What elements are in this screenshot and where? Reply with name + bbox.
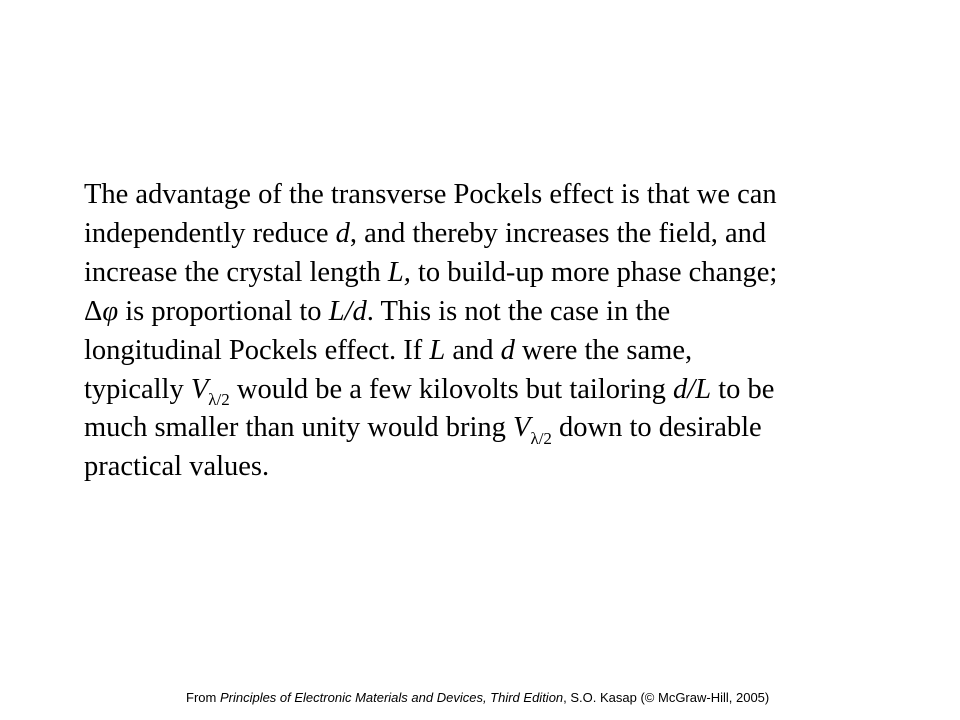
text-line-8 <box>84 448 884 487</box>
text-line-7 <box>84 409 884 448</box>
citation-author: , S.O. Kasap (© McGraw-Hill, 2005) <box>563 690 770 705</box>
source-citation <box>186 690 769 705</box>
text-span: to build-up more phase change; <box>410 256 778 288</box>
text-span: and <box>445 334 501 366</box>
text-span: longitudinal Pockels effect. If <box>84 334 430 366</box>
text-span: practical values. <box>84 451 270 483</box>
ratio-L-over-d: L/d <box>328 295 367 327</box>
text-line-2 <box>84 215 884 254</box>
variable-V: V <box>513 412 531 444</box>
subscript-lambda-half: λ/2 <box>530 429 552 449</box>
delta-symbol: Δ <box>84 295 103 327</box>
variable-d: d <box>335 217 350 249</box>
text-span: down to desirable <box>551 412 762 444</box>
phi-symbol: φ <box>102 295 119 327</box>
citation-book-title: Principles of Electronic Materials and Devices, Third Edition <box>219 690 564 705</box>
text-span: much smaller than unity would bring <box>84 412 514 444</box>
text-span: is proportional to <box>118 295 329 327</box>
text-span: independently reduce <box>84 217 336 249</box>
text-span: would be a few kilovolts but tailoring <box>229 373 674 405</box>
text-span: typically <box>84 373 191 405</box>
variable-L: L <box>429 334 446 366</box>
variable-L: L, <box>387 256 411 288</box>
text-line-1 <box>84 176 884 215</box>
variable-d: d <box>500 334 515 366</box>
text-line-6 <box>84 371 884 410</box>
text-span: to be <box>711 373 775 405</box>
variable-V: V <box>190 373 209 405</box>
subscript-lambda-half: λ/2 <box>208 390 230 410</box>
text-span: , and thereby increases the field, and <box>349 217 767 249</box>
body-paragraph <box>84 176 884 487</box>
text-line-3 <box>84 254 884 293</box>
text-span: increase the crystal length <box>84 256 388 288</box>
text-span: . This is not the case in the <box>366 295 671 327</box>
text-span: were the same, <box>514 334 693 366</box>
citation-prefix: From <box>186 690 220 705</box>
ratio-d-over-L: d/L <box>673 373 712 405</box>
text-line-5 <box>84 332 884 371</box>
text-line-4 <box>84 293 884 332</box>
text-span: The advantage of the transverse Pockels effect is that we can <box>84 179 777 210</box>
